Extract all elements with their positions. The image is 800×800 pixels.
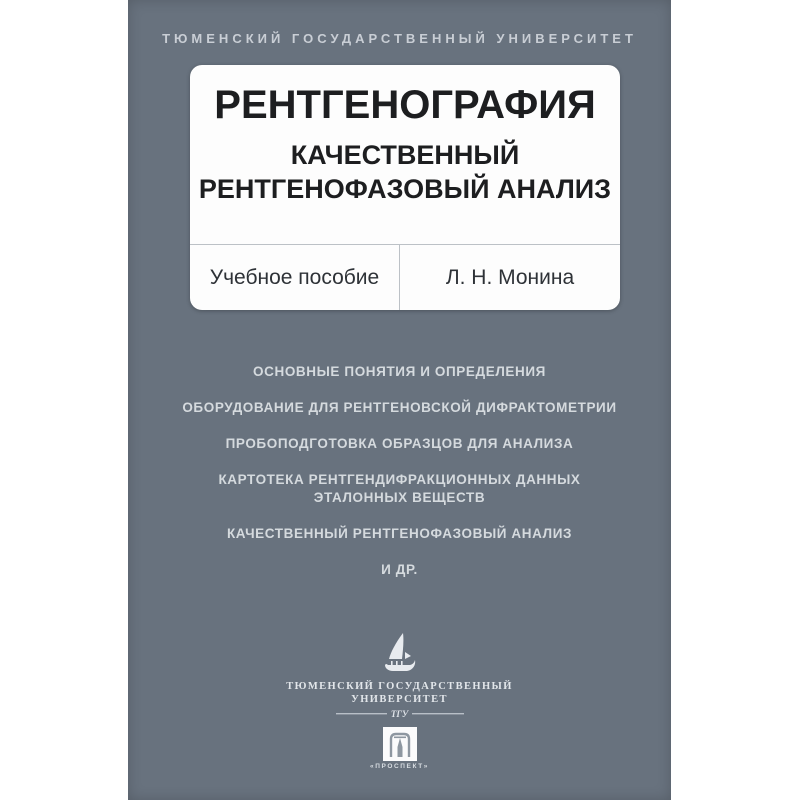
topic-item-5 xyxy=(128,525,671,543)
university-name-line-2: УНИВЕРСИТЕТ xyxy=(351,693,448,705)
topic-line: И ДР. xyxy=(381,562,418,577)
university-name-line-1: ТЮМЕНСКИЙ ГОСУДАРСТВЕННЫЙ xyxy=(286,681,513,692)
book-cover xyxy=(128,0,671,800)
topic-line: ЭТАЛОННЫХ ВЕЩЕСТВ xyxy=(313,490,486,505)
topic-line: ОСНОВНЫЕ ПОНЯТИЯ И ОПРЕДЕЛЕНИЯ xyxy=(253,364,546,379)
publisher-emblem-block xyxy=(128,632,671,770)
monogram-divider xyxy=(336,709,464,719)
title-card xyxy=(190,65,620,310)
topics-list xyxy=(128,363,671,597)
divider-line-left xyxy=(336,713,387,715)
university-banner: ТЮМЕНСКИЙ ГОСУДАРСТВЕННЫЙ УНИВЕРСИТЕТ xyxy=(162,31,637,46)
topic-line: КАЧЕСТВЕННЫЙ РЕНТГЕНОФАЗОВЫЙ АНАЛИЗ xyxy=(226,526,573,541)
title-card-footer xyxy=(190,244,620,310)
topic-line: КАРТОТЕКА РЕНТГЕНДИФРАКЦИОННЫХ ДАННЫХ xyxy=(218,472,581,487)
topic-item-3 xyxy=(128,435,671,453)
topic-item-4 xyxy=(128,471,671,507)
university-monogram: ТГУ xyxy=(390,709,409,719)
edition-type: Учебное пособие xyxy=(190,245,400,310)
topic-line: ПРОБОПОДГОТОВКА ОБРАЗЦОВ ДЛЯ АНАЛИЗА xyxy=(225,436,574,451)
book-subtitle-line-2: РЕНТГЕНОФАЗОВЫЙ АНАЛИЗ xyxy=(198,174,612,204)
sailboat-icon xyxy=(382,632,418,678)
author-name: Л. Н. Монина xyxy=(445,265,575,289)
book-subtitle-line-1: КАЧЕСТВЕННЫЙ xyxy=(290,140,520,170)
topic-item-2 xyxy=(128,399,671,417)
topic-item-1 xyxy=(128,363,671,381)
topic-item-6 xyxy=(128,561,671,579)
topic-line: ОБОРУДОВАНИЕ ДЛЯ РЕНТГЕНОВСКОЙ ДИФРАКТОМЕТРИИ xyxy=(182,400,617,415)
divider-line-right xyxy=(412,713,463,715)
book-title: РЕНТГЕНОГРАФИЯ xyxy=(214,83,596,127)
publisher-name: «ПРОСПЕКТ» xyxy=(369,763,429,770)
publisher-arch-icon xyxy=(381,727,419,761)
